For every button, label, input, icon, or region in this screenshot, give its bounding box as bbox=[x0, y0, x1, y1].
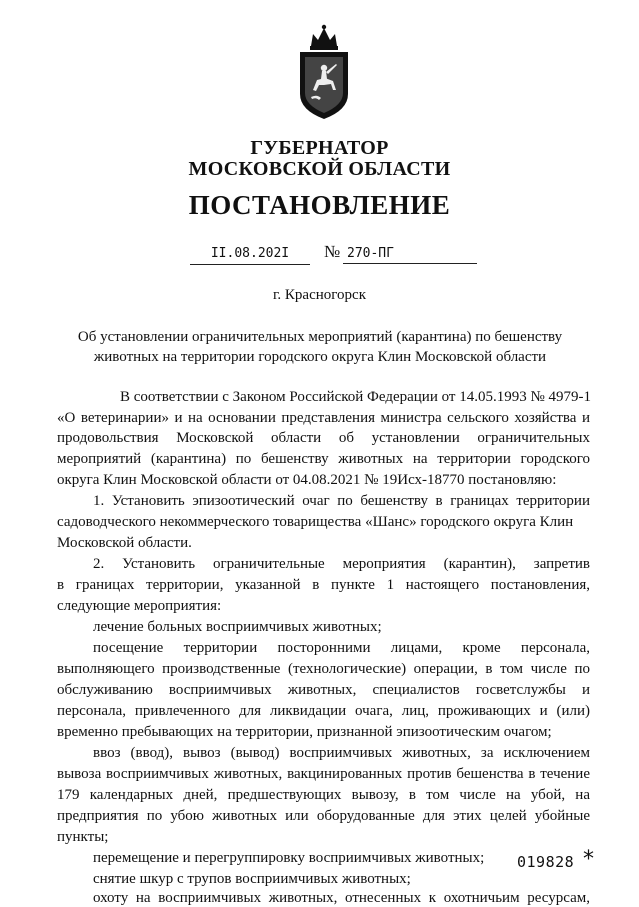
subject-line: Об установлении ограничительных мероприятий (карантина) по бешенству bbox=[77, 329, 563, 345]
body-line: следующие мероприятия: bbox=[57, 598, 222, 614]
body-line: в границах территории, указанной в пункте 1 настоящего постановления, bbox=[57, 577, 590, 593]
coat-of-arms-emblem bbox=[291, 24, 357, 122]
body-line: продовольствия Московской области об установлении ограничительных bbox=[57, 430, 590, 446]
body-line: временно пребывающих на территории, признанной эпизоотическим очагом; bbox=[57, 724, 552, 740]
body-line: «О ветеринарии» и на основании представления министра сельского хозяйства и bbox=[57, 410, 590, 426]
star-mark: * bbox=[583, 847, 594, 872]
document-number: 270-ПГ bbox=[343, 246, 477, 264]
body-line: округа Клин Московской области от 04.08.2021 № 19Исх-18770 постановляю: bbox=[57, 472, 557, 488]
body-line: Московской области. bbox=[57, 535, 192, 551]
number-label: № bbox=[324, 242, 341, 261]
body-line: пункты; bbox=[57, 829, 109, 845]
serial-number: 019828 bbox=[517, 853, 575, 871]
document-date: II.08.202I bbox=[190, 246, 310, 265]
body-line: перемещение и перегруппировку восприимчивых животных; bbox=[93, 850, 485, 866]
document-subject bbox=[70, 327, 570, 367]
body-line: предприятия по убою животных или оборудованные для этих целей убойные bbox=[57, 808, 590, 824]
body-line: персонала, привлеченного для ликвидации очага, лиц, проживающих и (или) bbox=[57, 703, 590, 719]
body-line: 1. Установить эпизоотический очаг по бешенству в границах территории bbox=[93, 493, 590, 509]
issuer-title-line2: МОСКОВСКОЙ ОБЛАСТИ bbox=[188, 158, 451, 180]
body-line: мероприятий (карантина) по бешенству животных на территории городского bbox=[57, 451, 590, 467]
issuer-title-line1: ГУБЕРНАТОР bbox=[250, 137, 389, 159]
body-line: снятие шкур с трупов восприимчивых животных; bbox=[93, 871, 411, 887]
body-line: обслуживанию восприимчивых животных, специалистов госветслужбы и bbox=[57, 682, 590, 698]
body-line: 2. Установить ограничительные мероприятия (карантин), запретив bbox=[93, 556, 590, 572]
body-line: выполняющего производственные (технологические) операции, в том числе по bbox=[57, 661, 590, 677]
document-type: ПОСТАНОВЛЕНИЕ bbox=[188, 190, 451, 220]
body-line: посещение территории посторонними лицами, кроме персонала, bbox=[93, 640, 590, 656]
body-line: садоводческого некоммерческого товарищества «Шанс» городского округа Клин bbox=[57, 514, 574, 530]
body-line: В соответствии с Законом Российской Федерации от 14.05.1993 № 4979-1 bbox=[120, 389, 592, 405]
place-of-issue: г. Красногорск bbox=[272, 287, 367, 303]
subject-line: животных на территории городского округа Клин Московской области bbox=[93, 349, 547, 365]
body-line: ввоз (ввод), вывоз (вывод) восприимчивых животных, за исключением bbox=[93, 745, 590, 761]
body-line: лечение больных восприимчивых животных; bbox=[93, 619, 382, 635]
body-line: 179 календарных дней, предшествующих вывозу, в том числе на убой, на bbox=[57, 787, 590, 803]
body-line: охоту на восприимчивых животных, отнесенных к охотничьим ресурсам, bbox=[93, 890, 590, 906]
body-line: вывоза восприимчивых животных, вакцинированных против бешенства в течение bbox=[57, 766, 590, 782]
